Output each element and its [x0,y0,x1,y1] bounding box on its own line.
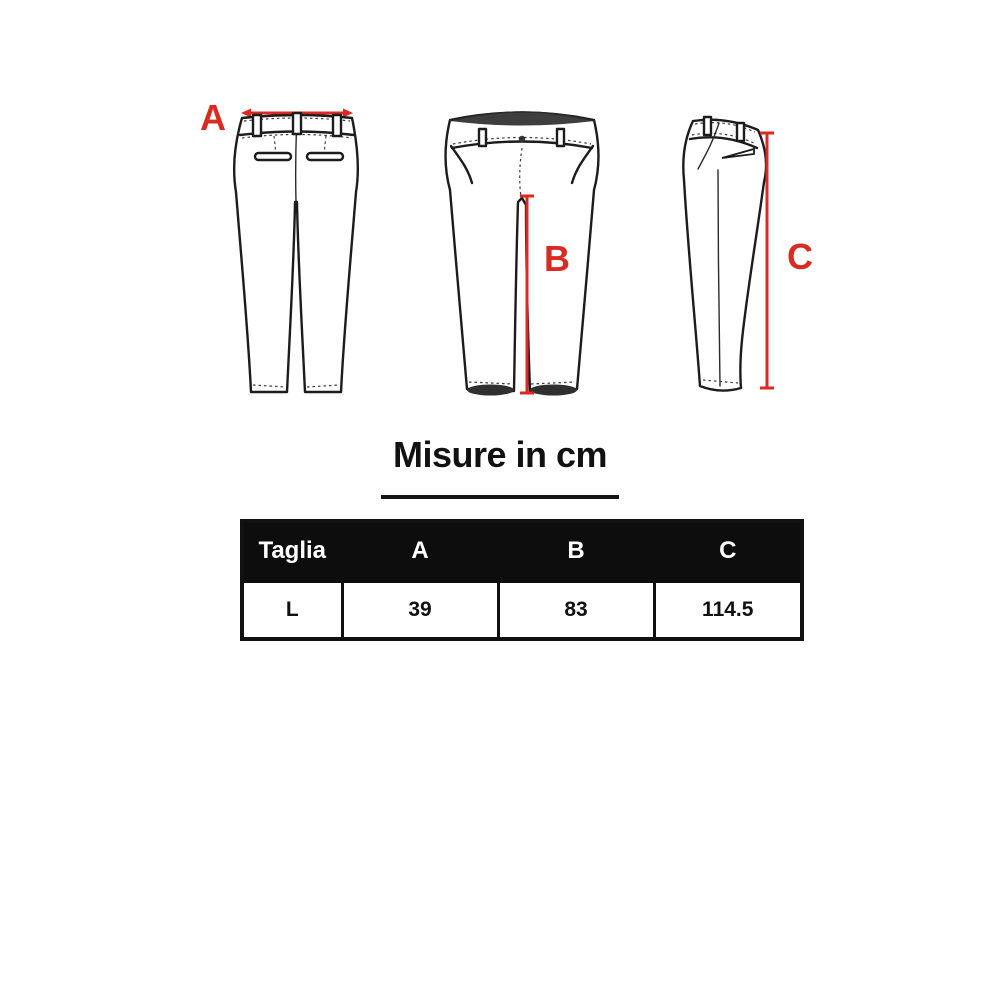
pants-front-view-drawing [440,90,605,405]
cell-c: 114.5 [654,581,802,639]
measure-label-c: C [787,236,813,277]
col-header-a: A [342,521,498,581]
cell-b: 83 [498,581,654,639]
page-title: Misure in cm [392,434,608,475]
size-table [240,519,804,641]
pants-front-view-svg [440,90,605,405]
cell-taglia: L [242,581,342,639]
col-header-c: C [654,521,802,581]
cell-a: 39 [342,581,498,639]
col-header-b: B [498,521,654,581]
size-table-row [242,581,802,639]
size-table-header-row [242,521,802,581]
title-wrap [0,434,1000,476]
col-header-taglia: Taglia [242,521,342,581]
title-underline [381,495,619,499]
measure-label-a: A [200,97,226,138]
measure-label-b: B [544,238,570,279]
